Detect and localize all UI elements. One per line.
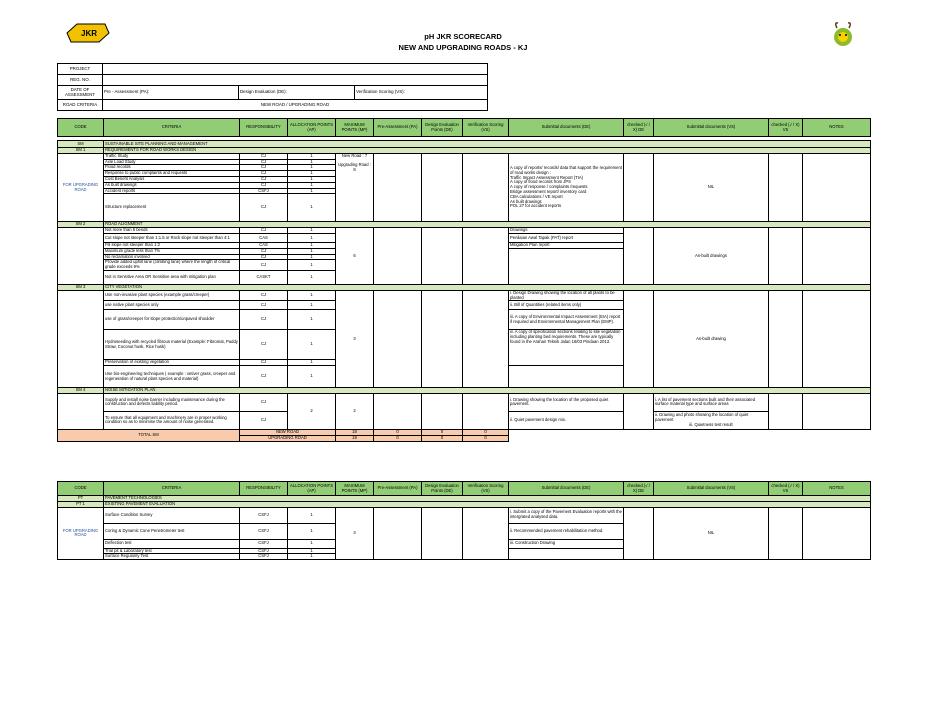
vs-docs-cell: NIL — [654, 507, 769, 560]
notes-input[interactable] — [803, 228, 871, 285]
ap-cell: 1 — [288, 182, 336, 188]
responsibility-cell: CJ — [240, 176, 288, 182]
criteria-cell: Axle Load Study — [104, 159, 240, 165]
ap-cell: 1 — [288, 366, 336, 388]
responsibility-cell: CSFJ — [240, 188, 288, 194]
ap-cell: 1 — [288, 290, 336, 301]
criteria-cell: Maximum grade less than 7% — [104, 248, 240, 254]
criteria-cell: Not more than 6 bends — [104, 228, 240, 234]
subsection-title: EXISTING PAVEMENT EVALUATION — [104, 501, 871, 507]
de-field[interactable]: Design Evaluation (DE): — [239, 86, 355, 100]
subsection-title: ROAD ALIGNMENT — [104, 222, 871, 228]
section-row-sm — [58, 141, 871, 148]
criteria-cell: Response to public complaints and requests — [104, 171, 240, 177]
ap-cell: 1 — [288, 153, 336, 159]
subsection-title: REQUIREMENTS FOR ROAD WORKS DESIGN — [104, 148, 871, 154]
reg-no-label: REG. NO. — [58, 75, 103, 86]
subsection-title: NOISE MITIGATION PLAN — [104, 388, 871, 394]
ap-cell: 1 — [288, 228, 336, 234]
ap-cell: 1 — [288, 548, 336, 554]
col-docs-vs: Submittal documents (VS) — [654, 482, 769, 496]
col-mp: MAXIMUM POINTS (MP) — [336, 119, 374, 137]
col-vs: Verification Scoring (VS) — [463, 119, 509, 137]
mp-cell: 6 — [336, 228, 374, 285]
ap-cell: 1 — [288, 507, 336, 523]
section-title: PAVEMENT TECHNOLOGIES — [104, 496, 871, 502]
vs-docs-cell: NIL — [654, 153, 769, 222]
de-input[interactable] — [422, 507, 463, 560]
total-vs: 0 — [463, 429, 509, 435]
total-de: 0 — [422, 435, 463, 441]
criteria-cell: Cost Benefit Analysis — [104, 176, 240, 182]
col-docs-de: Submittal documents (DE) — [509, 119, 624, 137]
responsibility-cell: CJ — [240, 159, 288, 165]
de-doc-cell: ii. Recommended pavement rehabilitation method. — [509, 523, 624, 539]
vs-input[interactable] — [463, 393, 509, 429]
criteria-cell: No reclamation involved — [104, 254, 240, 260]
responsibility-cell: CJ — [240, 194, 288, 222]
subsection-title: CITY VEGETATION — [104, 284, 871, 290]
col-checked-vs: checked (√ / X) VS — [769, 482, 803, 496]
de-doc-cell: Mitigation Plan report — [509, 242, 624, 248]
mp-cell: New Road : 7 Upgrading Road : 8 — [336, 153, 374, 222]
ap-cell: 1 — [288, 188, 336, 194]
col-notes: NOTES — [803, 482, 871, 496]
responsibility-cell: CJ — [240, 366, 288, 388]
project-info-table — [57, 63, 488, 111]
ap-cell: 1 — [288, 330, 336, 360]
mp-cell: 3 — [336, 290, 374, 387]
subsection-code: PT 1 — [58, 501, 104, 507]
ap-cell: 1 — [288, 176, 336, 182]
notes-input[interactable] — [803, 153, 871, 222]
subsection-code: SM 3 — [58, 284, 104, 290]
de-input[interactable] — [422, 153, 463, 222]
table-row — [58, 393, 871, 411]
col-criteria: CRITERIA — [104, 482, 240, 496]
criteria-cell: Surface Condition Survey — [104, 507, 240, 523]
checked-vs-input[interactable] — [769, 290, 803, 387]
de-doc-cell: ii. Bill of Quantities (related items only) — [509, 301, 624, 310]
responsibility-cell: CAS — [240, 242, 288, 248]
page-title-line2: NEW AND UPGRADING ROADS - KJ — [398, 43, 528, 52]
vs-input[interactable] — [463, 228, 509, 285]
vs-input[interactable] — [463, 153, 509, 222]
checked-de-input[interactable] — [624, 153, 654, 222]
total-pa: 0 — [374, 435, 422, 441]
responsibility-cell: CJ — [240, 330, 288, 360]
ap-cell: 1 — [288, 159, 336, 165]
ap-cell: 1 — [288, 248, 336, 254]
subsection-code: SM 2 — [58, 222, 104, 228]
sm-header-row — [58, 119, 871, 137]
subsection-code: SM 4 — [58, 388, 104, 394]
responsibility-cell: CJ — [240, 301, 288, 310]
criteria-cell: Flood records — [104, 165, 240, 171]
responsibility-cell: CJ — [240, 260, 288, 271]
ap-cell: 1 — [288, 523, 336, 539]
pt-header-row — [58, 482, 871, 496]
mp-cell: 2 — [336, 393, 374, 429]
total-de: 0 — [422, 429, 463, 435]
table-row — [58, 290, 871, 301]
total-up-label: UPGRADING ROAD — [240, 435, 336, 441]
vs-docs-cell: As-built drawings — [654, 228, 769, 285]
responsibility-cell: CJ — [240, 165, 288, 171]
vs-doc-cell: ii. Drawing and photo showing the location of quiet pavement iii. Quietness test result — [654, 411, 769, 429]
criteria-cell: Fill slope not steeper than 1:2 — [104, 242, 240, 248]
de-doc-cell: iii. Construction Drawing — [509, 539, 624, 548]
de-doc-cell: i. Drawing showing the location of the proposed quiet pavement. — [509, 393, 624, 411]
pa-input[interactable] — [374, 228, 422, 285]
responsibility-cell: CJ — [240, 254, 288, 260]
total-label: TOTAL SM — [58, 429, 240, 441]
road-criteria-label: ROAD CRITERIA — [58, 100, 103, 111]
total-mp: 18 — [336, 429, 374, 435]
ap-cell: 1 — [288, 233, 336, 242]
responsibility-cell: CSFJ — [240, 554, 288, 560]
col-responsibility: RESPONSIBILITY — [240, 482, 288, 496]
responsibility-cell: CSFJ — [240, 523, 288, 539]
responsibility-cell: CJ — [240, 228, 288, 234]
road-criteria-value: NEW ROAD / UPGRADING ROAD — [103, 100, 488, 111]
col-pa: Pre-Assessment (PA) — [374, 482, 422, 496]
criteria-cell: Not in Sensitive Area OR Sensitive area with mitigation plan — [104, 270, 240, 284]
vs-input[interactable] — [463, 507, 509, 560]
de-doc-cell: iii. A copy of Environmental Impact Assessment (EIA) report if required and Environmental Management Plan (EMP). — [509, 310, 624, 330]
criteria-cell: As built drawings — [104, 182, 240, 188]
total-pa: 0 — [374, 429, 422, 435]
page-title-line1: pH JKR SCORECARD — [424, 32, 502, 41]
col-de: Design Evaluation Points (DE) — [422, 119, 463, 137]
criteria-cell: Provide added uphill lane (climbing lane) where the length of critical grade exceeds 9% — [104, 260, 240, 271]
ap-cell: 1 — [288, 360, 336, 366]
checked-de-input[interactable] — [624, 393, 654, 429]
responsibility-cell: CJ — [240, 182, 288, 188]
subsection-code: SM 1 — [58, 148, 104, 154]
responsibility-cell: CJ — [240, 411, 288, 429]
total-vs: 0 — [463, 435, 509, 441]
notes-input[interactable] — [803, 507, 871, 560]
vs-doc-cell: i. A list of pavement sections built and their associated surface material type and surface areas — [654, 393, 769, 411]
criteria-cell: Use non-invasive plant species (example grass/creeper) — [104, 290, 240, 301]
criteria-cell: Deflection test — [104, 539, 240, 548]
responsibility-cell: CJ — [240, 310, 288, 330]
vs-field[interactable]: Verification Scoring (VS): — [355, 86, 488, 100]
criteria-cell: use native plant species only — [104, 301, 240, 310]
ap-cell: 1 — [288, 554, 336, 560]
criteria-cell: Preservation of existing vegetation — [104, 360, 240, 366]
total-new-label: NEW ROAD — [240, 429, 336, 435]
responsibility-cell: CJ — [240, 290, 288, 301]
col-checked-de: checked (√ / X) DE — [624, 482, 654, 496]
responsibility-cell: CJ — [240, 393, 288, 411]
responsibility-cell: CJ — [240, 153, 288, 159]
table-row — [58, 507, 871, 523]
total-mp: 19 — [336, 435, 374, 441]
de-doc-cell: i. Design Drawing showing the location of all plants to be planted — [509, 290, 624, 301]
col-ap: ALLOCATION POINTS (AP) — [288, 119, 336, 137]
de-doc-cell: i. Submit a copy of the Pavement Evaluation reports with the intergrated analysed data. — [509, 507, 624, 523]
criteria-cell: Supply and install noise barrier including maintenance during the construction and defects liability period. — [104, 393, 240, 411]
applies-note: FOR UPGRADING ROAD — [58, 153, 104, 222]
col-code: CODE — [58, 119, 104, 137]
de-input[interactable] — [422, 393, 463, 429]
vs-docs-cell: As-built drawing — [654, 290, 769, 387]
ap-cell: 1 — [288, 194, 336, 222]
ap-cell: 1 — [288, 260, 336, 271]
checked-de-input[interactable] — [624, 228, 654, 285]
checked-vs-input[interactable] — [769, 153, 803, 222]
ap-cell: 1 — [288, 301, 336, 310]
responsibility-cell: CJ — [240, 171, 288, 177]
responsibility-cell: CAS — [240, 233, 288, 242]
col-checked-vs: checked (√ / X) VS — [769, 119, 803, 137]
ap-cell: 1 — [288, 539, 336, 548]
de-doc-cell: iv. A copy of specification sections relating to site vegetation including planting bed requirements. These are typically found in the Arahan Teknik Jalan 16/03 Pindaan 2013. — [509, 330, 624, 366]
date-label: DATE OF ASSESSMENT — [58, 86, 103, 100]
pa-input[interactable] — [374, 507, 422, 560]
criteria-cell: Surface Regularity Test — [104, 554, 240, 560]
ap-cell: 1 — [288, 254, 336, 260]
de-doc-cell: Penilaian Awal Tapak (PAT) report — [509, 233, 624, 242]
checked-vs-input[interactable] — [769, 228, 803, 285]
criteria-cell: To ensure that all equipment and machinery are in proper working condition so as to minimise the amount of noise generated. — [104, 411, 240, 429]
notes-input[interactable] — [803, 290, 871, 387]
col-mp: MAXIMUM POINTS (MP) — [336, 482, 374, 496]
col-pa: Pre-Assessment (PA) — [374, 119, 422, 137]
checked-vs-input[interactable] — [769, 507, 803, 560]
checked-de-input[interactable] — [624, 507, 654, 560]
criteria-cell: Hydroseeding with recycled fibrous material (Example: Fibromat, Paddy Straw, Coconut husk, Rice husk) — [104, 330, 240, 360]
section-code: PT — [58, 496, 104, 502]
applies-note: FOR UPGRADING ROAD — [58, 507, 104, 560]
ap-cell: 1 — [288, 171, 336, 177]
col-responsibility: RESPONSIBILITY — [240, 119, 288, 137]
ap-cell: 1 — [288, 270, 336, 284]
de-doc-cell: ii. Quiet pavement design mix. — [509, 411, 624, 429]
checked-de-input[interactable] — [624, 290, 654, 387]
criteria-cell: Accident reports — [104, 188, 240, 194]
criteria-cell: Cut slope not steeper than 1:1.5 or Rock slope not steeper than 4:1 — [104, 233, 240, 242]
criteria-cell: Trial pit & Laboratory test — [104, 548, 240, 554]
ap-cell: 2 — [288, 393, 336, 429]
section-title: SUSTAINABLE SITE PLANNING AND MANAGEMENT — [104, 141, 871, 148]
pa-input[interactable] — [374, 290, 422, 387]
project-label: PROJECT — [58, 64, 103, 75]
responsibility-cell: CSFJ — [240, 507, 288, 523]
col-ap: ALLOCATION POINTS (AP) — [288, 482, 336, 496]
criteria-cell: Use bio-engineering techniques ( example : vetiver grass, creeper and regeneration of natural plant species and material) — [104, 366, 240, 388]
pa-field[interactable]: Pre - Assessment (PA): — [103, 86, 239, 100]
pt-table — [57, 481, 871, 560]
col-code: CODE — [58, 482, 104, 496]
criteria-cell: Structure replacement — [104, 194, 240, 222]
section-code: SM — [58, 141, 104, 148]
checked-vs-input[interactable] — [769, 393, 803, 429]
svg-text:JKR: JKR — [81, 29, 98, 38]
col-docs-vs: Submittal documents (VS) — [654, 119, 769, 137]
col-de: Design Evaluation Points (DE) — [422, 482, 463, 496]
responsibility-cell: CJ — [240, 248, 288, 254]
de-input[interactable] — [422, 228, 463, 285]
pa-input[interactable] — [374, 393, 422, 429]
vs-input[interactable] — [463, 290, 509, 387]
de-doc-cell: Drawings — [509, 228, 624, 234]
pa-input[interactable] — [374, 153, 422, 222]
ap-cell: 1 — [288, 310, 336, 330]
ap-cell: 1 — [288, 242, 336, 248]
responsibility-cell: CASKT — [240, 270, 288, 284]
col-criteria: CRITERIA — [104, 119, 240, 137]
mp-cell: 3 — [336, 507, 374, 560]
notes-input[interactable] — [803, 393, 871, 429]
de-input[interactable] — [422, 290, 463, 387]
de-docs-cell: A copy of reports/ records/ data that support the requirement of road works design : Traffic Impact Assessment Report (TIA) A copy of flood records from JPS A copy of response / complaints /requests Bridge assessment report/ inventory card CBA calculations / VE report As built drawings POL 27 for accident reports — [509, 153, 624, 222]
criteria-cell: Coring & Dynamic Cone Penetrometer test — [104, 523, 240, 539]
col-checked-de: checked (√ / X) DE — [624, 119, 654, 137]
col-docs-de: Submittal documents (DE) — [509, 482, 624, 496]
responsibility-cell: CJ — [240, 360, 288, 366]
criteria-cell: Traffic Study — [104, 153, 240, 159]
col-vs: Verification Scoring (VS) — [463, 482, 509, 496]
criteria-cell: use of grass/creeper for slope protection/unpaved shoulder — [104, 310, 240, 330]
col-notes: NOTES — [803, 119, 871, 137]
responsibility-cell: CSFJ — [240, 539, 288, 548]
ap-cell: 1 — [288, 165, 336, 171]
sm-table — [57, 118, 871, 442]
responsibility-cell: CSFJ — [240, 548, 288, 554]
